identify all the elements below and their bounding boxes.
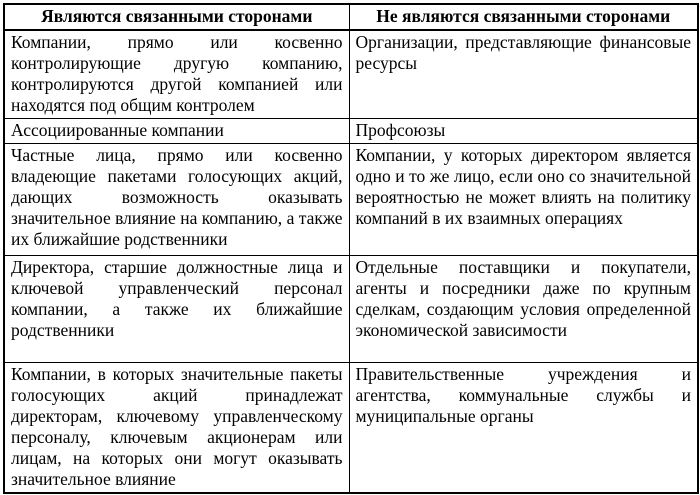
table-row	[4, 119, 698, 144]
table-row	[4, 363, 698, 494]
related-parties-table	[3, 3, 699, 494]
cell-not-related-row3: Компании, у которых директором является одно и то же лицо, если оно со значительной вероятностью не может влиять на политику компаний в их взаимных операциях	[349, 144, 698, 256]
cell-related-row2: Ассоциированные компании	[4, 119, 349, 144]
cell-related-row4: Директора, старшие должностные лица и ключевой управленческий персонал компании, а также их ближайшие родственники	[4, 256, 349, 363]
cell-not-related-row5: Правительственные учреждения и агентства, коммунальные службы и муниципальные органы	[349, 363, 698, 494]
cell-not-related-row1: Организации, представляющие финансовые ресурсы	[349, 30, 698, 119]
cell-not-related-row2: Профсоюзы	[349, 119, 698, 144]
cell-related-row3: Частные лица, прямо или косвенно владеющие пакетами голосующих акций, дающих возможность оказывать значительное влияние на компанию, а также их ближайшие родственники	[4, 144, 349, 256]
table-row	[4, 256, 698, 363]
cell-not-related-row4: Отдельные поставщики и покупатели, агенты и посредники даже по крупным сделкам, создающим условия определенной экономической зависимости	[349, 256, 698, 363]
column-header-related-parties: Являются связанными сторонами	[4, 4, 349, 30]
table-row	[4, 144, 698, 256]
header-row	[4, 4, 698, 30]
column-header-not-related-parties: Не являются связанными сторонами	[349, 4, 698, 30]
cell-related-row1: Компании, прямо или косвенно контролирующие другую компанию, контролируются другой компанией или находятся под общим контролем	[4, 30, 349, 119]
cell-related-row5: Компании, в которых значительные пакеты голосующих акций принадлежат директорам, ключевому управленческому персоналу, ключевым акционерам или лицам, на которых они могут оказывать значительное влияние	[4, 363, 349, 494]
table-row	[4, 30, 698, 119]
